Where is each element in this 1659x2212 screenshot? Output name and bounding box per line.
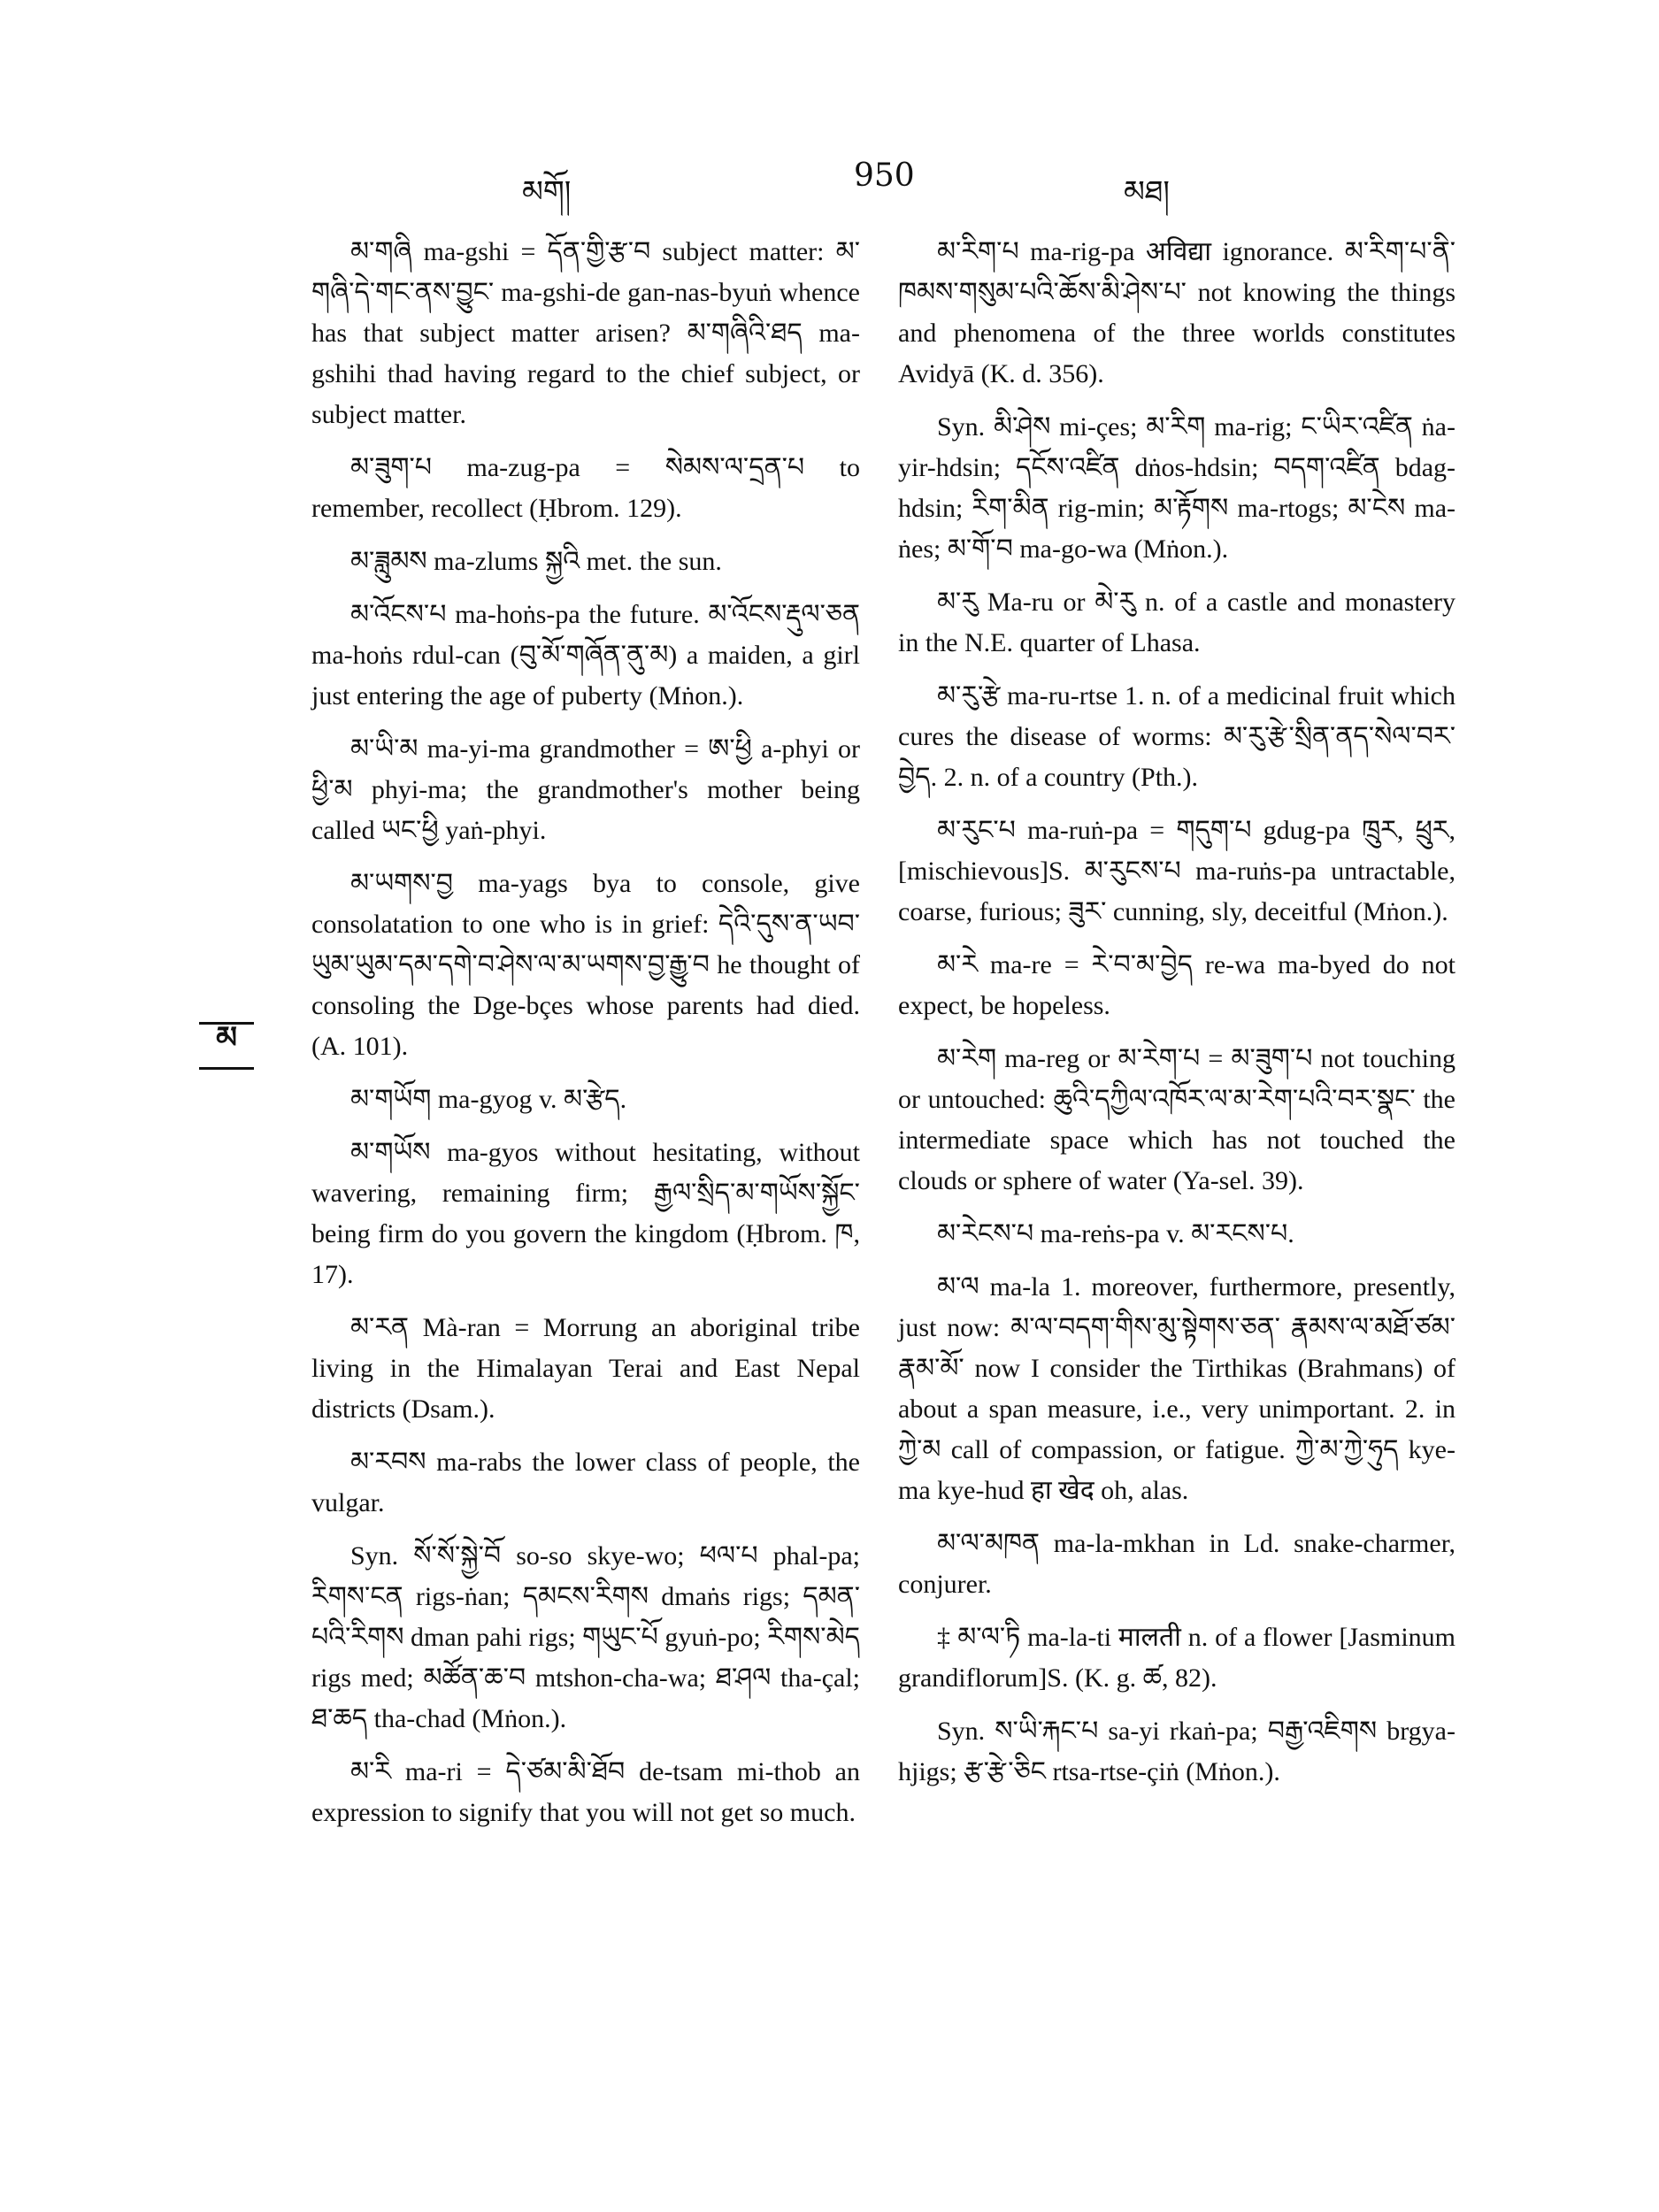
dictionary-entry: མ་རབས ma-rabs the lower class of people, the vulgar. xyxy=(311,1448,860,1517)
synonym-list: Syn. སོ་སོ་སྐྱེ་བོ so-so skye-wo; ཕལ་པ phal-pa; རིགས་ངན rigs-ṅan; དམངས་རིགས dmaṅs rigs; དམན་པའི་རིགས dman pahi rigs; གཡུང་པོ gyuṅ-po; རིགས་མེད rigs med; མཚོན་ཆ་བ mtshon-cha-wa; ཐ་ཤལ tha-çal; ཐ་ཆད tha-chad (Mṅon.). xyxy=(311,1541,860,1733)
running-head-left: མགོ། xyxy=(522,174,572,210)
synonym-list: Syn. ས་ཡི་རྐང་པ sa-yi rkaṅ-pa; བརྒྱ་འཇིགས brgya-hjigs; རྩ་རྩེ་ཅིང rtsa-rtse-çiṅ (Mṅon.). xyxy=(898,1717,1455,1786)
dictionary-entry: མ་རན Mà-ran = Morrung an aboriginal tribe living in the Himalayan Terai and East Nepal districts (Dsam.). xyxy=(311,1313,860,1424)
margin-letter-tab: མ xyxy=(199,1022,254,1070)
dictionary-entry: མ་རེངས་པ ma-reṅs-pa v. མ་རངས་པ. xyxy=(937,1219,1294,1248)
dictionary-entry: མ་གཡོག ma-gyog v. མ་རྩེད. xyxy=(350,1085,627,1114)
dictionary-entry: མ་རུ་རྩེ ma-ru-rtse 1. n. of a medicinal fruit which cures the disease of worms: མ་རུ་རྩེ་སྲིན་ནད་སེལ་བར་བྱེད. 2. n. of a country (Pth.). xyxy=(898,681,1455,792)
dictionary-entry: མ་ཟུག་པ ma-zug-pa = སེམས་ལ་དྲན་པ to remember, recollect (Ḥbrom. 129). xyxy=(311,453,860,523)
dictionary-entry: མ་རུང་པ ma-ruṅ-pa = གདུག་པ gdug-pa ཁྲུར, ཕྲུར, [mischievous]S. མ་རུངས་པ ma-ruṅs-pa untractable, coarse, furious; ཟུར་ cunning, sly, deceitful (Mṅon.). xyxy=(898,816,1455,926)
dictionary-entry: ‡ མ་ལ་ཏི ma-la-ti मालती n. of a flower [Jasminum grandiflorum]S. (K. g. ཚ, 82). xyxy=(898,1623,1455,1693)
dictionary-entry: མ་རིག་པ ma-rig-pa अविद्या ignorance. མ་རིག་པ་ནི་ཁམས་གསུམ་པའི་ཆོས་མི་ཤེས་པ་ not knowing the things and phenomena of the three worlds constitutes Avidyā (K. d. 356). xyxy=(898,237,1455,388)
page-number: 950 xyxy=(854,157,915,194)
dictionary-entry: མ་གཡོས ma-gyos without hesitating, without wavering, remaining firm; རྒྱལ་སྲིད་མ་གཡོས་སྐྱོང་ being firm do you govern the kingdom (Ḥbrom. ཁ, 17). xyxy=(311,1138,860,1289)
dictionary-entry: མ་རི ma-ri = དེ་ཙམ་མི་ཐོབ de-tsam mi-thob an expression to signify that you will not get so much. xyxy=(311,1757,860,1827)
dictionary-entry: མ་གཞི ma-gshi = དོན་གྱི་རྩ་བ subject matter: མ་གཞི་དེ་གང་ནས་བྱུང་ ma-gshi-de gan-nas-byuṅ whence has that subject matter arisen? མ་གཞིའི་ཐད ma-gshihi thad having regard to the chief subject, or subject matter. xyxy=(311,237,860,429)
dictionary-entry: མ་ལ ma-la 1. moreover, furthermore, presently, just now: མ་ལ་བདག་གིས་མུ་སྟེགས་ཅན་ རྣམས་ལ་མཐོ་ཙམ་རྣམ་མོ་ now I consider the Tirthikas (Brahmans) of about a span measure, i.e., very unimportant. 2. in ཀྱེ་མ call of compassion, or fatigue. ཀྱེ་མ་ཀྱེ་ཧུད kye-ma kye-hud हा खेद oh, alas. xyxy=(898,1272,1455,1505)
dictionary-entry: མ་ཡགས་བྱ ma-yags bya to console, give consolatation to one who is in grief: དེའི་དུས་ན་ཡབ་ཡུམ་ཡུམ་དམ་དགེ་བ་ཤེས་ལ་མ་ཡགས་བྱ་རྒྱུ་བ he thought of consoling the Dge-bçes whose parents had died. (A. 101). xyxy=(311,869,860,1061)
synonym-list: Syn. མི་ཤེས mi-çes; མ་རིག ma-rig; ང་ཡིར་འཛིན ṅa-yir-hdsin; དངོས་འཛིན dṅos-hdsin; བདག་འཛིན bdag-hdsin; རིག་མིན rig-min; མ་རྟོགས ma-rtogs; མ་ངེས ma-ṅes; མ་གོ་བ ma-go-wa (Mṅon.). xyxy=(898,412,1455,564)
dictionary-entry: མ་འོངས་པ ma-hoṅs-pa the future. མ་འོངས་རྡུལ་ཅན ma-hoṅs rdul-can (བུ་མོ་གཞོན་ནུ་མ) a maiden, a girl just entering the age of puberty (Mṅon.). xyxy=(311,600,860,710)
right-column xyxy=(898,232,1455,1805)
dictionary-entry: མ་ཟླུམས ma-zlums སྐྱའི met. the sun. xyxy=(350,547,722,576)
left-column xyxy=(311,232,860,1846)
dictionary-entry: མ་རེ ma-re = རེ་བ་མ་བྱེད re-wa ma-byed do not expect, be hopeless. xyxy=(898,950,1455,1020)
running-head-right: མཐ། xyxy=(1124,174,1170,210)
dictionary-entry: མ་རེག ma-reg or མ་རེག་པ = མ་ཟུག་པ not touching or untouched: ཆུའི་དཀྱིལ་འཁོར་ལ་མ་རེག་པའི་བར་སྣང་ the intermediate space which has not touched the clouds or sphere of water (Ya-sel. 39). xyxy=(898,1044,1455,1195)
dictionary-entry: མ་ལ་མཁན ma-la-mkhan in Ld. snake-charmer, conjurer. xyxy=(898,1529,1455,1599)
dictionary-entry: མ་རུ Ma-ru or མེ་རུ n. of a castle and monastery in the N.E. quarter of Lhasa. xyxy=(898,588,1455,657)
page-header xyxy=(0,157,1659,211)
dictionary-entry: མ་ཡི་མ ma-yi-ma grandmother = ཨ་ཕྱི a-phyi or ཕྱི་མ phyi-ma; the grandmother's mother being called ཡང་ཕྱི yaṅ-phyi. xyxy=(311,734,860,845)
